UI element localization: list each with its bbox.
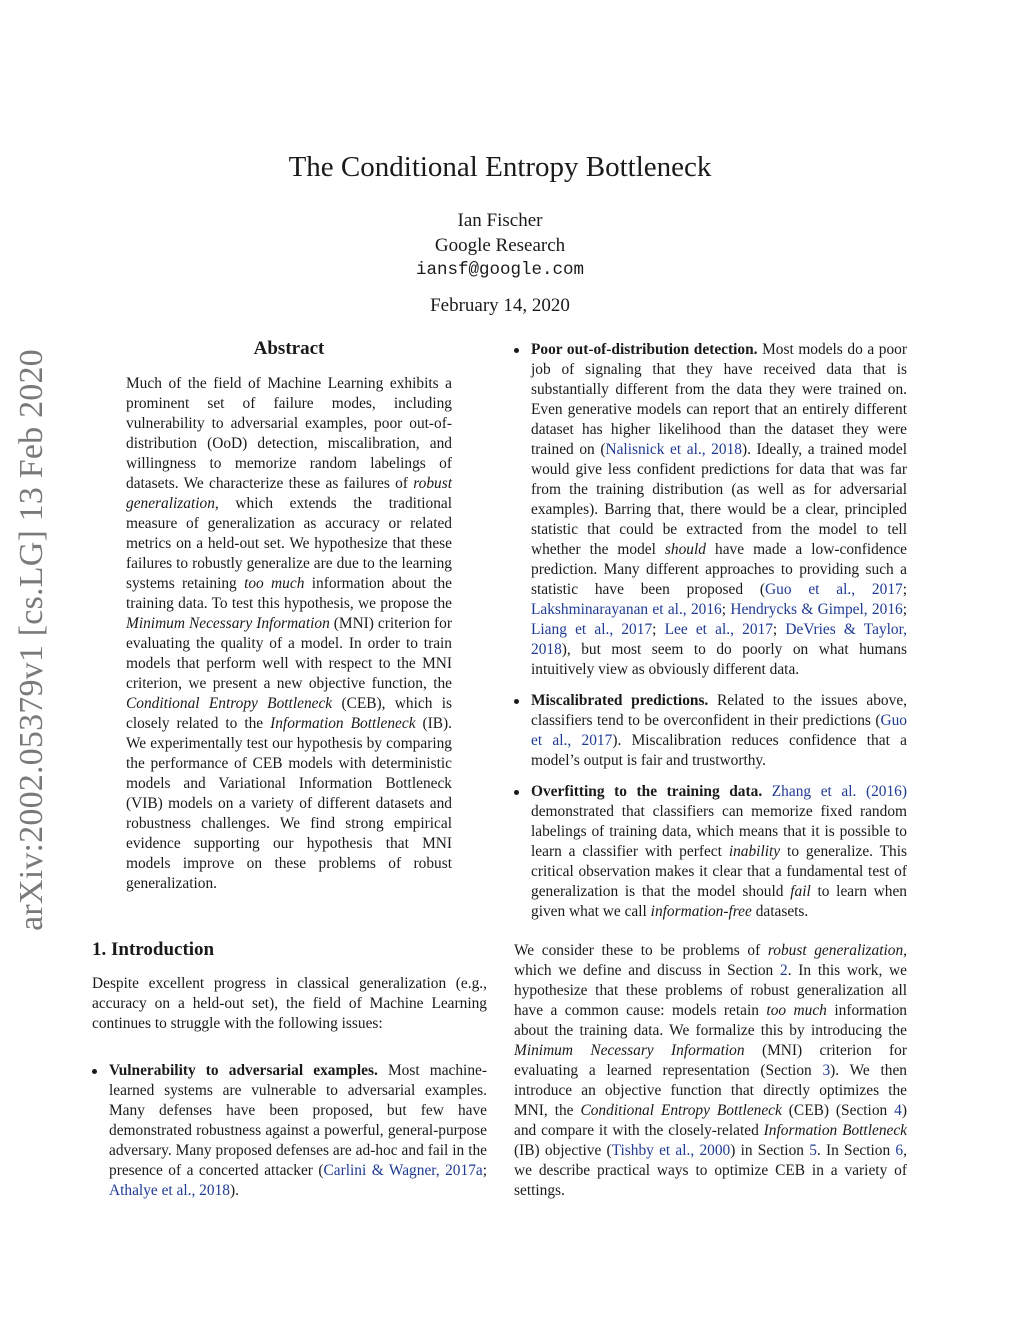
bullet-icon <box>92 1069 97 1074</box>
issue-ood-detection: Poor out-of-distribution detection. Most models do a poor job of signaling that they have received data that is substantially different from the data they were trained on. Even generative models can report that an entirely different dataset has higher likelihood than the dataset they were trained on (Nalisnick et al., 2018). Ideally, a trained model would give less confident predictions for data that was far from the training distribution (as well as for adversarial examples). Barring that, there would be a clear, principled statistic that could be extracted from the model to tell whether the model should have made a low-confidence prediction. Many different approaches to providing such a statistic have been proposed (Guo et al., 2017; Lakshminarayanan et al., 2016; Hendrycks & Gimpel, 2016; Liang et al., 2017; Lee et al., 2017; DeVries & Taylor, 2018), but most seem to do poorly on what humans intuitively view as obviously different data. <box>514 340 907 680</box>
arxiv-identifier: arXiv:2002.05379v1 [cs.LG] 13 Feb 2020 <box>13 349 50 931</box>
introduction-heading: 1. Introduction <box>92 939 215 960</box>
issue-adversarial: Vulnerability to adversarial examples. Most machine-learned systems are vulnerable to adversarial examples. Many defenses have been proposed, but few have demonstrated robustness against a powerful, general-purpose adversary. Many proposed defenses are ad-hoc and fail in the presence of a concerted attacker (Carlini & Wagner, 2017a; Athalye et al., 2018). <box>92 1061 487 1201</box>
issue-overfitting: Overfitting to the training data. Zhang et al. (2016) demonstrated that classifiers can memorize fixed random labelings of training data, which means that it is possible to learn a classifier with perfect inability to generalize. This critical observation makes it clear that a fundamental test of generalization is that the model should fail to learn when given what we call information-free datasets. <box>514 782 907 922</box>
citation-link[interactable]: Hendrycks & Gimpel, 2016 <box>730 601 903 618</box>
bullet-icon <box>514 699 519 704</box>
citation-link[interactable]: Lakshminarayanan et al., 2016 <box>531 601 722 618</box>
citation-link[interactable]: Athalye et al., 2018 <box>109 1182 230 1199</box>
citation-link[interactable]: Nalisnick et al., 2018 <box>605 441 742 458</box>
citation-link[interactable]: DeVries & Taylor, 2018 <box>531 621 907 658</box>
citation-link[interactable]: Carlini & Wagner, 2017a <box>323 1162 483 1179</box>
robust-generalization-paragraph: We consider these to be problems of robust generalization, which we define and discuss in Section 2. In this work, we hypothesize that these problems of robust generalization all have a common cause: models retain too much information about the training data. We formalize this by introducing the Minimum Necessary Information (MNI) criterion for evaluating a learned representation (Section 3). We then introduce an objective function that directly optimizes the MNI, the Conditional Entropy Bottleneck (CEB) (Section 4) and compare it with the closely-related Information Bottleneck (IB) objective (Tishby et al., 2000) in Section 5. In Section 6, we describe practical ways to optimize CEB in a variety of settings. <box>514 942 908 1199</box>
citation-link[interactable]: Guo et al., 2017 <box>765 581 903 598</box>
section-link[interactable]: 6 <box>895 1142 904 1159</box>
citation-link[interactable]: Zhang et al. (2016) <box>771 783 907 800</box>
section-link[interactable]: 5 <box>809 1142 817 1159</box>
author-affiliation: Google Research <box>434 235 566 256</box>
citation-link[interactable]: Tishby et al., 2000 <box>611 1142 731 1159</box>
bullet-icon <box>514 348 519 353</box>
abstract-heading: Abstract <box>253 338 325 359</box>
section-link[interactable]: 3 <box>822 1062 831 1079</box>
citation-link[interactable]: Guo et al., 2017 <box>531 712 907 749</box>
issue-miscalibration: Miscalibrated predictions. Related to the issues above, classifiers tend to be overconfident in their predictions (Guo et al., 2017). Miscalibration reduces confidence that a model’s output is fair and trustworthy. <box>514 691 907 771</box>
author-name: Ian Fischer <box>457 210 543 231</box>
paper-date: February 14, 2020 <box>430 295 570 316</box>
arxiv-sidebar <box>2 320 62 960</box>
citation-link[interactable]: Liang et al., 2017 <box>531 621 653 638</box>
citation-link[interactable]: Lee et al., 2017 <box>664 621 773 638</box>
abstract-text: Much of the field of Machine Learning exhibits a prominent set of failure modes, including vulnerability to adversarial examples, poor out-of-distribution (OoD) detection, miscalibration, and willingness to memorize random labelings of datasets. We characterize these as failures of robust generalization, which extends the traditional measure of generalization as accuracy or related metrics on a held-out set. We hypothesize that these failures to robustly generalize are due to the learning systems retaining too much information about the training data. To test this hypothesis, we propose the Minimum Necessary Information (MNI) criterion for evaluating the quality of a model. In order to train models that perform well with respect to the MNI criterion, we present a new objective function, the Conditional Entropy Bottleneck (CEB), which is closely related to the Information Bottleneck (IB). We experimentally test our hypothesis by comparing the performance of CEB models with deterministic models and Variational Information Bottleneck (VIB) models on a variety of different datasets and robustness challenges. We find strong empirical evidence supporting our hypothesis that MNI models improve on these problems of robust generalization. <box>126 375 453 892</box>
author-block <box>0 208 1000 283</box>
issue-list-left <box>92 1061 487 1201</box>
intro-paragraph: Despite excellent progress in classical generalization (e.g., accuracy on a held-out set), the field of Machine Learning continues to struggle with the following issues: <box>92 975 487 1032</box>
section-link[interactable]: 2 <box>780 962 788 979</box>
paper-title: The Conditional Entropy Bottleneck <box>288 151 712 183</box>
issue-list-right <box>514 340 907 933</box>
section-link[interactable]: 4 <box>894 1102 902 1119</box>
author-email[interactable]: iansf@google.com <box>415 260 585 280</box>
bullet-icon <box>514 790 519 795</box>
